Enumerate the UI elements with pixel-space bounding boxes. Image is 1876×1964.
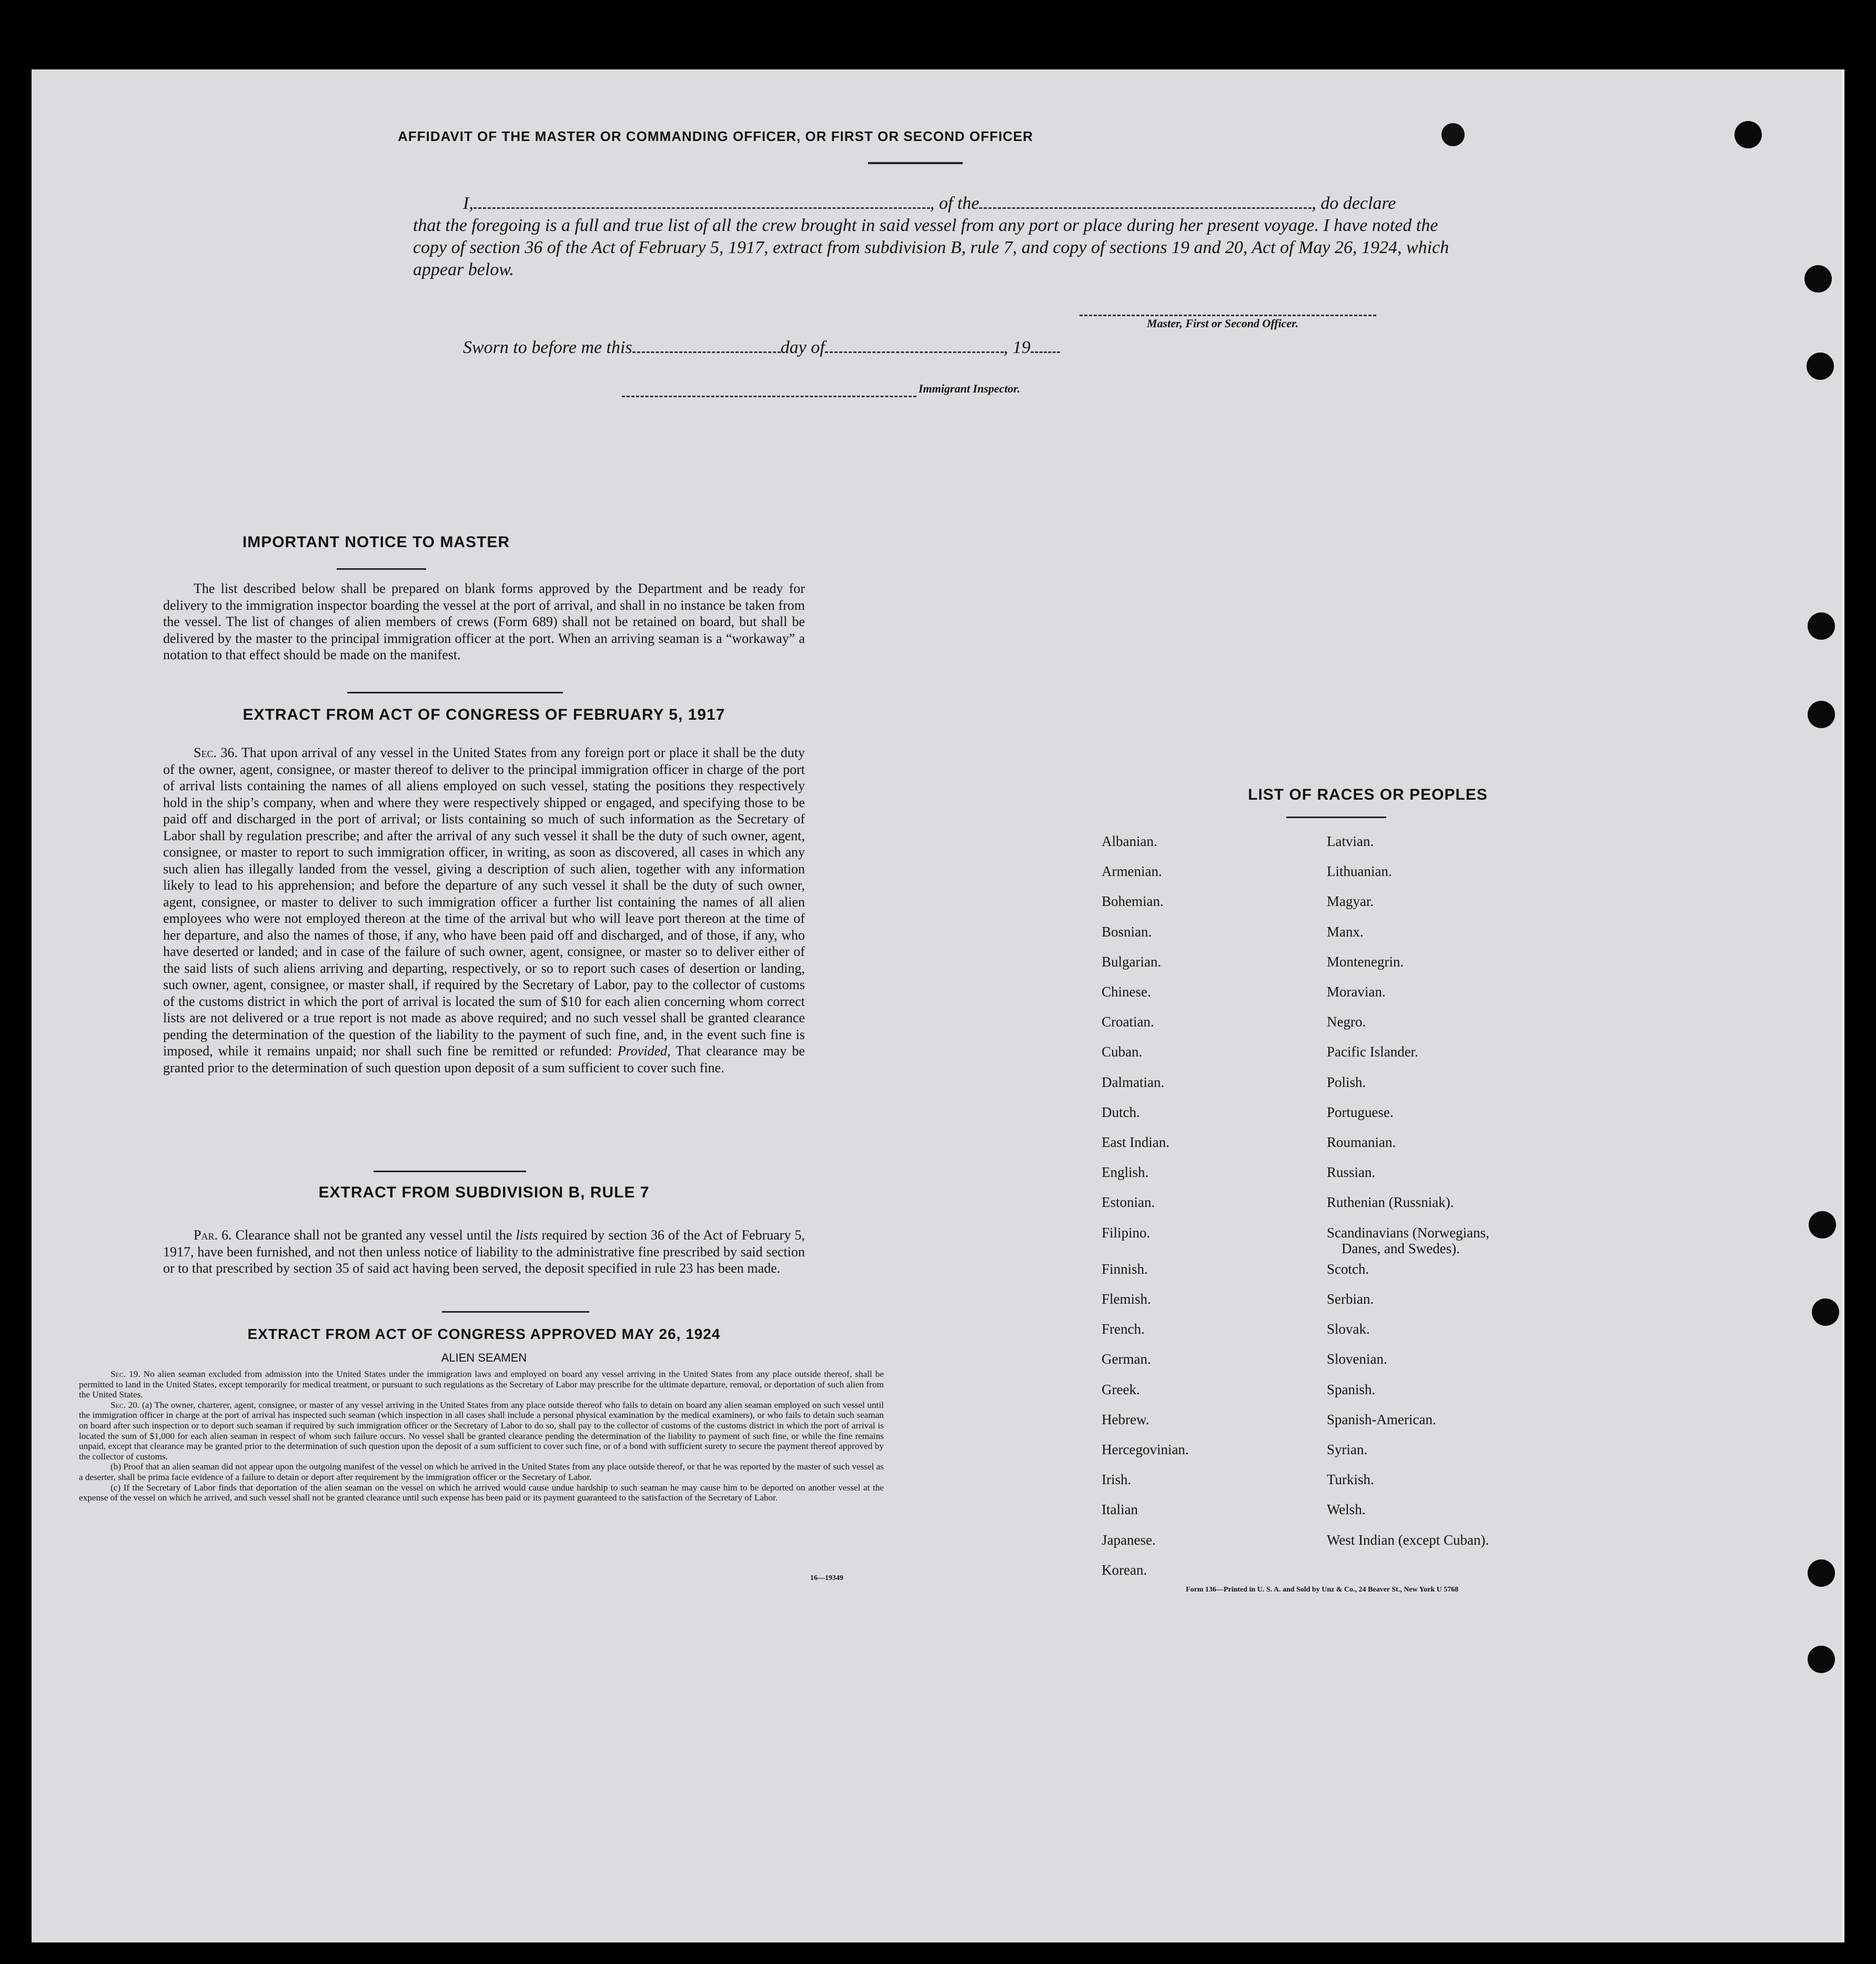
par-6-text-b: required by section 36 of the Act of February 5, 1917, have been furnished, and not then unless notice of liability to the administrative fine prescribed by said section or to that prescribed by section 35 of said act having been served, the deposit specified in rule 23 has been made. <box>163 1227 805 1276</box>
race-item: Armenian. <box>1102 863 1162 880</box>
sec-36-label: Sec. 36. <box>194 745 238 760</box>
sworn-month-blank[interactable] <box>825 336 1004 353</box>
notice-body: The list described below shall be prepared on blank forms approved by the Department and be ready for delivery to the immigration inspector boarding the vessel at the port of arrival, and shall in no instance be taken from the vessel. The list of changes of alien members of crews (Form 689) shall not be retained on board, but shall be delivered by the master to the principal immigration officer at the port. When an arriving seaman is a “workaway” a notation to that effect should be made on the manifest. <box>163 581 805 662</box>
affidavit-title: AFFIDAVIT OF THE MASTER OR COMMANDING OFFICER, OR FIRST OR SECOND OFFICER <box>398 128 1033 144</box>
sworn-year-blank[interactable] <box>1031 336 1060 353</box>
affidavit-declare: , do declare <box>1312 194 1396 213</box>
race-item: Dutch. <box>1102 1104 1140 1120</box>
race-item: Turkish. <box>1327 1472 1374 1488</box>
sec-20c-paragraph: (c) If the Secretary of Labor finds that deportation of the alien seaman on the vessel on which he arrived would cause undue hardship to such seaman he may cause him to be deported on another vessel at the expense of the vessel on which he arrived, and such vessel shall not be granted clearance until such expense has been paid or its payment guaranteed to the satisfaction of the Secretary of Labor. <box>79 1482 884 1503</box>
races-title: LIST OF RACES OR PEOPLES <box>1248 786 1488 803</box>
binder-hole <box>1807 352 1834 380</box>
binder-hole <box>1809 1211 1836 1238</box>
rule-7-bottom-rule <box>442 1311 589 1313</box>
race-item: Filipino. <box>1102 1224 1151 1241</box>
race-item: Greek. <box>1102 1381 1140 1397</box>
inspector-signature-line[interactable] <box>622 396 916 399</box>
race-item: Italian <box>1102 1502 1138 1518</box>
race-item: Dalmatian. <box>1102 1074 1165 1090</box>
race-item: Latvian. <box>1327 833 1374 849</box>
race-item: Lithuanian. <box>1327 863 1392 880</box>
race-item: French. <box>1102 1321 1145 1337</box>
sworn-line <box>463 336 1060 358</box>
alien-seamen-subtitle: ALIEN SEAMEN <box>441 1351 527 1364</box>
race-item: Japanese. <box>1102 1532 1156 1548</box>
extract-1924-title: EXTRACT FROM ACT OF CONGRESS APPROVED MAY 26, 1924 <box>247 1326 721 1342</box>
race-item: Bohemian. <box>1102 893 1164 910</box>
binder-hole <box>1734 121 1762 148</box>
affidavit-body: that the foregoing is a full and true list of all the crew brought in said vessel from any port or place during her present voyage. I have noted the copy of section 36 of the Act of February 5, 1917, extract from subdivision B, rule 7, and copy of sections 19 and 20, Act of May 26, 1924, which appear below. <box>413 216 1449 279</box>
affidavit-line-1 <box>463 192 1396 214</box>
race-item: Portuguese. <box>1327 1104 1394 1120</box>
race-item: Slovak. <box>1327 1321 1370 1337</box>
name-blank[interactable] <box>473 192 930 209</box>
sec-19-paragraph <box>79 1369 884 1400</box>
race-item: Magyar. <box>1327 893 1374 910</box>
master-signature-label: Master, First or Second Officer. <box>1147 317 1299 330</box>
lists-word: lists <box>516 1227 538 1243</box>
race-item: Bulgarian. <box>1102 953 1162 970</box>
par-6-label: Par. 6. <box>194 1227 232 1243</box>
form-print-note: Form 136—Printed in U. S. A. and Sold by Unz & Co., 24 Beaver St., New York U 5768 <box>1186 1586 1459 1594</box>
race-item: Scandinavians (Norwegians, <box>1327 1224 1489 1241</box>
race-item: West Indian (except Cuban). <box>1327 1532 1489 1548</box>
race-item: Spanish. <box>1327 1381 1376 1397</box>
sec-36-text-a: That upon arrival of any vessel in the United States from any foreign port or place it shall be the duty of the owner, agent, consignee, or master thereof to deliver to the principal immigration officer in charge of the port of arrival lists containing the names of all aliens employed on such vessel, stating the positions they respectively hold in the ship’s company, when and where they were respectively shipped or engaged, and specifying those to be paid off and discharged in the port of arrival; or lists containing so much of such information as the Secretary of Labor shall by regulation prescribe; and after the arrival of any such vessel it shall be the duty of such owner, agent, consignee, or master to report to such immigration officer, in writing, as soon as discovered, all cases in which any such alien has illegally landed from the vessel, giving a description of such alien, together with any information likely to lead to his apprehension; and before the departure of any such vessel it shall be the duty of such owner, agent, consignee, or master to deliver to such immigration officer a further list containing the names of all alien employees who were not employed thereon at the time of the arrival but who will leave port thereon at the time of her departure, and also the names of those, if any, who have been paid off and discharged, and of those, if any, who have deserted or landed; and in case of the failure of such owner, agent, consignee, or master so to deliver either of the said lists of such aliens arriving and departing, respectively, or so to report such cases of desertion or landing, such owner, agent, consignee, or master shall, if required by the Secretary of Labor, pay to the collector of customs of the customs district in which the port of arrival is located the sum of $10 for each alien concerning whom correct lists are not delivered or a true report is not made as above required; and no such vessel shall be granted clearance pending the determination of the question of the liability to the payment of such fine, and, in the event such fine is imposed, while it remains unpaid; nor shall such fine be remitted or refunded: <box>163 745 805 1059</box>
race-item: English. <box>1102 1164 1149 1181</box>
print-code: 16—19349 <box>810 1574 843 1582</box>
race-item: Negro. <box>1327 1014 1366 1030</box>
title-rule <box>868 162 963 164</box>
vessel-blank[interactable] <box>979 192 1312 209</box>
binder-hole <box>1812 1298 1839 1326</box>
race-item: Polish. <box>1327 1074 1366 1090</box>
race-item: Korean. <box>1102 1562 1147 1578</box>
extract-1924-body <box>79 1369 884 1503</box>
sworn-year: , 19 <box>1003 338 1031 357</box>
race-item: Russian. <box>1327 1164 1376 1181</box>
race-item: Scotch. <box>1327 1261 1369 1277</box>
par-6-text-a: Clearance shall not be granted any vessel until the <box>235 1227 512 1243</box>
inspector-signature-label: Immigrant Inspector. <box>919 382 1021 395</box>
race-item: Serbian. <box>1327 1291 1374 1307</box>
race-item: Finnish. <box>1102 1261 1148 1277</box>
notice-title: IMPORTANT NOTICE TO MASTER <box>242 533 510 551</box>
race-item: East Indian. <box>1102 1134 1169 1150</box>
race-item: Flemish. <box>1102 1291 1151 1307</box>
race-item: Spanish-American. <box>1327 1411 1436 1427</box>
form-page <box>32 69 1844 1942</box>
rule-7-body <box>163 1227 805 1277</box>
race-item: Slovenian. <box>1327 1351 1387 1367</box>
race-item: Manx. <box>1327 923 1364 940</box>
binder-hole <box>1808 701 1835 728</box>
rule-7-title: EXTRACT FROM SUBDIVISION B, RULE 7 <box>318 1184 650 1201</box>
extract-1917-title: EXTRACT FROM ACT OF CONGRESS OF FEBRUARY 5, 1917 <box>243 706 725 723</box>
sec-20-label: Sec. 20. <box>110 1399 140 1410</box>
race-item: Estonian. <box>1102 1194 1155 1211</box>
sec-19-label: Sec. 19. <box>110 1369 140 1379</box>
extract-1917-rule <box>374 1171 526 1172</box>
races-rule <box>1286 817 1386 818</box>
sec-36-text-b: That clearance may be granted prior to the determination of such question upon deposit of a sum sufficient to cover such fine. <box>163 1043 805 1075</box>
race-item: Irish. <box>1102 1472 1132 1488</box>
notice-rule <box>337 568 426 570</box>
race-item: Croatian. <box>1102 1014 1154 1030</box>
race-item: Welsh. <box>1327 1502 1366 1518</box>
binder-hole <box>1804 265 1832 293</box>
race-item: Albanian. <box>1102 833 1157 849</box>
race-item: Moravian. <box>1327 984 1386 1000</box>
affidavit-i: I, <box>463 194 473 213</box>
binder-hole <box>1808 1646 1835 1673</box>
race-item: Danes, and Swedes). <box>1342 1240 1460 1256</box>
sec-20a-text: (a) The owner, charterer, agent, consignee, or master of any vessel arriving in the United States from any place outside thereof who fails to detain on board any alien seaman employed on such vessel until the immigration officer in charge at the port of arrival has inspected such seaman (which inspection in all cases shall include a personal physical examination by the medical examiners), or who fails to detain such seaman on board after such inspection or to deport such seaman if required by such immigration officer or the Secretary of Labor to do so, shall pay to the collector of customs of the customs district in which the port of arrival is located the sum of $1,000 for each alien seaman in respect of whom such failure occurs. No vessel shall be granted clearance pending the determination of the liability to payment of such fine, or while the fine remains unpaid, except that clearance may be granted prior to the determination of such question upon the deposit of a sum sufficient to cover such fine, or of a bond with sufficient surety to secure the payment thereof approved by the collector of customs. <box>79 1399 884 1462</box>
race-item: Chinese. <box>1102 984 1151 1000</box>
race-item: Cuban. <box>1102 1044 1143 1060</box>
punch-mark <box>1441 123 1465 146</box>
sworn-prefix: Sworn to before me this <box>463 338 632 357</box>
sec-20a-paragraph <box>79 1400 884 1462</box>
sec-19-text: No alien seaman excluded from admission into the United States under the immigration laws and employed on board any vessel arriving in the United States from any place outside thereof, shall be permitted to land in the United States, except temporarily for medical treatment, or pursuant to such regulations as the Secretary of Labor may prescribe for the ultimate departure, removal, or deportation of such alien from the United States. <box>79 1369 884 1400</box>
race-item: German. <box>1102 1351 1151 1367</box>
race-item: Montenegrin. <box>1327 953 1404 970</box>
race-item: Roumanian. <box>1327 1134 1396 1150</box>
binder-hole <box>1808 1559 1835 1587</box>
race-item: Pacific Islander. <box>1327 1044 1418 1060</box>
race-item: Hercegovinian. <box>1102 1442 1189 1457</box>
sworn-day-blank[interactable] <box>632 336 781 353</box>
race-item: Hebrew. <box>1102 1411 1149 1427</box>
race-item: Syrian. <box>1327 1442 1368 1457</box>
affidavit-of-the: , of the <box>930 194 980 213</box>
binder-hole <box>1808 612 1835 640</box>
extract-1917-body <box>163 744 805 1076</box>
sworn-day-of: day of <box>780 338 825 357</box>
sec-20b-paragraph: (b) Proof that an alien seaman did not appear upon the outgoing manifest of the vessel on which he arrived in the United States from any place outside thereof, or that he was reported by the master of such vessel as a deserter, shall be prima facie evidence of a failure to detain or deport after requirement by the immigration officer or the Secretary of Labor. <box>79 1462 884 1482</box>
race-item: Bosnian. <box>1102 923 1152 940</box>
provided-word: Provided, <box>617 1043 671 1059</box>
notice-bottom-rule <box>347 692 563 693</box>
race-item: Ruthenian (Russniak). <box>1327 1194 1454 1211</box>
